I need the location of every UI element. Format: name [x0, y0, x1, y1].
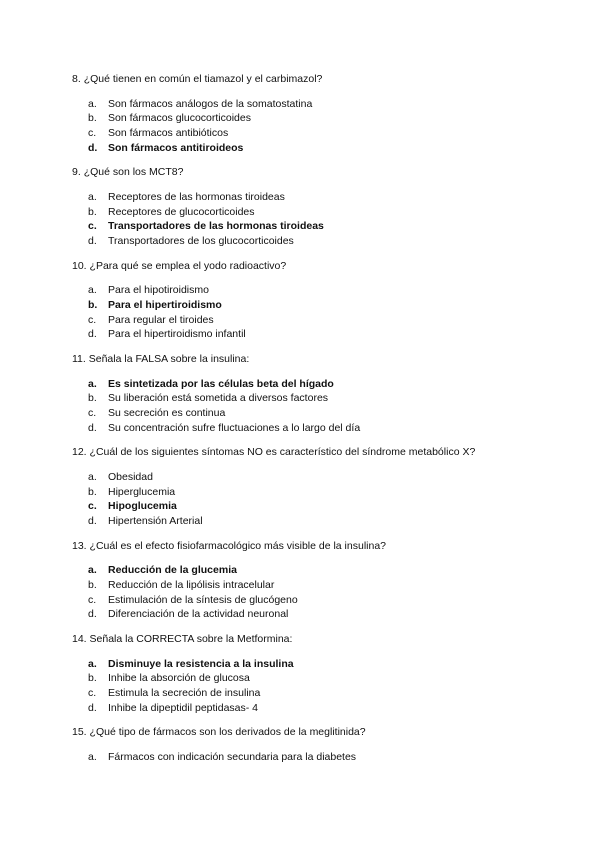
option-text: Reducción de la lipólisis intracelular — [108, 579, 275, 591]
option-13b — [88, 578, 274, 592]
question-number: 11. — [72, 353, 86, 365]
option-text: Transportadores de las hormonas tiroideas — [108, 220, 324, 232]
question-text: Señala la FALSA sobre la insulina: — [88, 353, 250, 365]
option-text: Estimula la secreción de insulina — [108, 687, 261, 699]
question-text: ¿Qué tienen en común el tiamazol y el carbimazol? — [83, 73, 323, 85]
option-letter: c. — [88, 594, 97, 606]
option-13c — [88, 593, 298, 607]
option-letter: a. — [88, 751, 97, 763]
option-text: Para el hipotiroidismo — [108, 284, 209, 296]
question-number: 9. — [72, 166, 81, 178]
option-text: Receptores de las hormonas tiroideas — [108, 191, 285, 203]
option-14a-correct — [88, 657, 294, 671]
option-letter: b. — [88, 672, 97, 684]
option-letter: c. — [88, 687, 97, 699]
option-14d — [88, 701, 258, 715]
question-text: ¿Para qué se emplea el yodo radioactivo? — [89, 260, 287, 272]
option-letter: a. — [88, 564, 97, 576]
option-text: Diferenciación de la actividad neuronal — [108, 608, 289, 620]
option-text: Su concentración sufre fluctuaciones a lo largo del día — [108, 422, 361, 434]
question-15 — [72, 725, 366, 739]
option-8a — [88, 97, 312, 111]
option-text: Transportadores de los glucocorticoides — [108, 235, 294, 247]
option-11c — [88, 406, 225, 420]
option-text: Son fármacos antibióticos — [108, 127, 229, 139]
option-letter: a. — [88, 378, 97, 390]
option-text: Son fármacos antitiroideos — [108, 142, 244, 154]
option-11a-correct — [88, 377, 334, 391]
option-text: Obesidad — [108, 471, 153, 483]
option-letter: d. — [88, 235, 97, 247]
option-14b — [88, 671, 250, 685]
option-text: Hipertensión Arterial — [108, 515, 203, 527]
option-9c-correct — [88, 219, 324, 233]
option-text: Receptores de glucocorticoides — [108, 206, 255, 218]
option-letter: d. — [88, 422, 97, 434]
option-12d — [88, 514, 203, 528]
option-letter: a. — [88, 658, 97, 670]
question-number: 10. — [72, 260, 87, 272]
option-10d — [88, 327, 246, 341]
question-12 — [72, 445, 475, 459]
option-9d — [88, 234, 294, 248]
question-number: 12. — [72, 446, 87, 458]
option-letter: d. — [88, 702, 97, 714]
question-text: ¿Qué son los MCT8? — [83, 166, 184, 178]
option-8d-correct — [88, 141, 243, 155]
option-text: Su liberación está sometida a diversos factores — [108, 392, 329, 404]
question-text: ¿Cuál es el efecto fisiofarmacológico más visible de la insulina? — [89, 540, 387, 552]
option-12c-correct — [88, 499, 177, 513]
option-text: Es sintetizada por las células beta del hígado — [108, 378, 334, 390]
option-letter: b. — [88, 579, 97, 591]
option-letter: c. — [88, 314, 97, 326]
option-11b — [88, 391, 328, 405]
option-text: Para el hipertiroidismo infantil — [108, 328, 246, 340]
question-text: ¿Qué tipo de fármacos son los derivados de la meglitinida? — [89, 726, 366, 738]
question-text: ¿Cuál de los siguientes síntomas NO es característico del síndrome metabólico X? — [89, 446, 476, 458]
question-number: 14. — [72, 633, 87, 645]
option-text: Inhibe la absorción de glucosa — [108, 672, 250, 684]
option-letter: d. — [88, 515, 97, 527]
option-letter: a. — [88, 191, 97, 203]
option-text: Reducción de la glucemia — [108, 564, 237, 576]
question-14 — [72, 632, 292, 646]
option-text: Para regular el tiroides — [108, 314, 214, 326]
option-text: Estimulación de la síntesis de glucógeno — [108, 594, 298, 606]
option-15a — [88, 750, 356, 764]
question-number: 15. — [72, 726, 87, 738]
option-letter: a. — [88, 98, 97, 110]
option-letter: c. — [88, 220, 97, 232]
option-12b — [88, 485, 175, 499]
option-letter: b. — [88, 206, 97, 218]
question-8 — [72, 72, 322, 86]
option-letter: c. — [88, 127, 97, 139]
option-letter: d. — [88, 328, 97, 340]
question-9 — [72, 165, 183, 179]
option-letter: b. — [88, 486, 97, 498]
question-number: 8. — [72, 73, 81, 85]
question-10 — [72, 259, 286, 273]
option-10c — [88, 313, 214, 327]
option-13d — [88, 607, 288, 621]
option-text: Hipoglucemia — [108, 500, 177, 512]
option-letter: c. — [88, 407, 97, 419]
option-10b-correct — [88, 298, 222, 312]
option-letter: a. — [88, 284, 97, 296]
option-11d — [88, 421, 360, 435]
option-letter: c. — [88, 500, 97, 512]
question-number: 13. — [72, 540, 87, 552]
option-text: Son fármacos análogos de la somatostatina — [108, 98, 313, 110]
option-letter: b. — [88, 299, 98, 311]
option-8b — [88, 111, 251, 125]
option-text: Su secreción es continua — [108, 407, 226, 419]
option-13a-correct — [88, 563, 237, 577]
option-text: Inhibe la dipeptidil peptidasas- 4 — [108, 702, 259, 714]
option-10a — [88, 283, 209, 297]
option-letter: a. — [88, 471, 97, 483]
option-9b — [88, 205, 255, 219]
option-text: Hiperglucemia — [108, 486, 176, 498]
option-8c — [88, 126, 228, 140]
question-13 — [72, 539, 386, 553]
question-11 — [72, 352, 249, 366]
option-text: Para el hipertiroidismo — [108, 299, 222, 311]
option-14c — [88, 686, 260, 700]
option-letter: b. — [88, 112, 97, 124]
question-text: Señala la CORRECTA sobre la Metformina: — [89, 633, 293, 645]
option-text: Disminuye la resistencia a la insulina — [108, 658, 294, 670]
option-text: Fármacos con indicación secundaria para la diabetes — [108, 751, 357, 763]
option-letter: d. — [88, 608, 97, 620]
option-letter: b. — [88, 392, 97, 404]
option-text: Son fármacos glucocorticoides — [108, 112, 251, 124]
option-letter: d. — [88, 142, 98, 154]
option-9a — [88, 190, 285, 204]
option-12a — [88, 470, 153, 484]
